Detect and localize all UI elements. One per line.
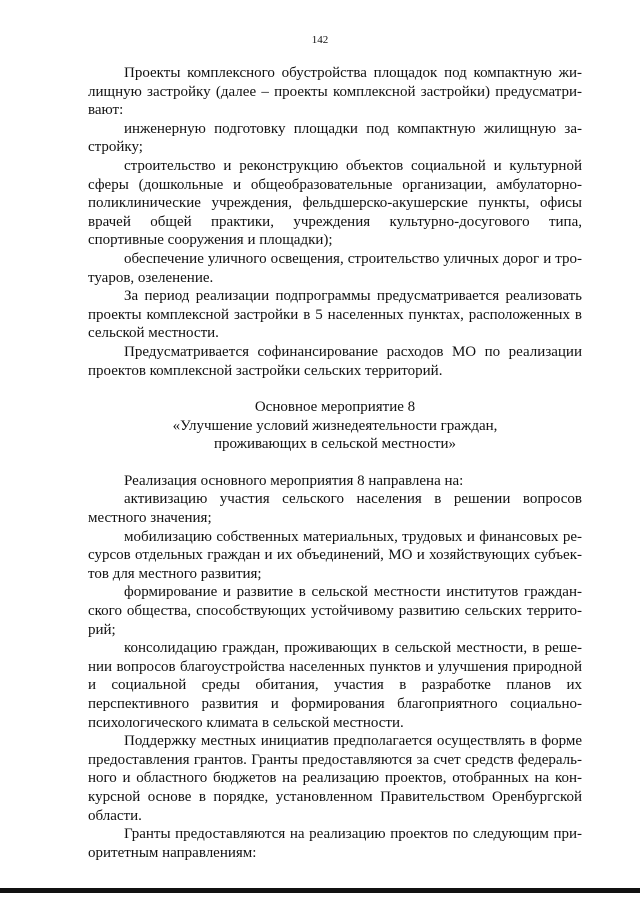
- paragraph-measure-aims: Реализация основного мероприятия 8 направлена на:: [124, 472, 464, 489]
- paragraph-construction: строительство и реконструкцию объектов социальной и культурной сферы (дошкольные и общеобразовательные организации, амбулаторно-поликлинические учреждения, фельдшерско-акушерские пункты, офисы врачей общей практики, учреждения культурно-досугового типа, спортивные сооружения и площадки);: [88, 157, 582, 249]
- paragraph-projects-intro: Проекты комплексного обустройства площадок под компактную жилищную застройку (далее – проекты комплексной застройки) предусматривают:: [88, 65, 582, 119]
- paragraph-consolidation: консолидацию граждан, проживающих в сельской местности, в решении вопросов благоустройства населенных пунктов и улучшения природной и социальной среды обитания, участия в разработке планов их перспективного развития и формирования благоприятного социально-психологического климата в сельской местности.: [88, 640, 582, 731]
- bottom-rule: [0, 888, 640, 893]
- paragraph-cofinancing: Предусматривается софинансирование расходов МО по реализации проектов комплексной застройки сельских территорий.: [88, 343, 582, 379]
- section-heading-title: Основное мероприятие 8: [254, 399, 416, 416]
- page-number: 142: [311, 34, 329, 46]
- paragraph-lighting: обеспечение уличного освещения, строительство уличных дорог и тротуаров, озеленение.: [88, 250, 582, 286]
- section-heading: [88, 398, 582, 454]
- paragraph-engineering: инженерную подготовку площадки под компактную жилищную застройку;: [88, 120, 582, 156]
- section-heading-subtitle-1: «Улучшение условий жизнедеятельности граждан,: [172, 417, 498, 434]
- paragraph-implementation-period: За период реализации подпрограммы предусматривается реализовать проекты комплексной застройки в 5 населенных пунктах, расположенных в сельской местности.: [88, 288, 582, 342]
- paragraph-grants-support: Поддержку местных инициатив предполагается осуществлять в форме предоставления грантов. Гранты предоставляются за счет средств федерального и областного бюджетов на реализацию проектов, отобранных на конкурсной основе в порядке, установленном Правительством Оренбургской области.: [88, 733, 582, 824]
- section-heading-subtitle-2: проживающих в сельской местности»: [213, 436, 457, 453]
- paragraph-civil-society: формирование и развитие в сельской местности институтов гражданского общества, способствующих устойчивому развитию сельских территорий;: [88, 584, 582, 638]
- paragraph-activation: активизацию участия сельского населения в решении вопросов местного значения;: [88, 491, 582, 527]
- paragraph-mobilization: мобилизацию собственных материальных, трудовых и финансовых ресурсов отдельных граждан и их объединений, МО и хозяйствующих субъектов для местного развития;: [88, 528, 582, 582]
- document-body: [88, 64, 582, 862]
- paragraph-grant-directions: Гранты предоставляются на реализацию проектов по следующим приоритетным направлениям:: [88, 826, 582, 861]
